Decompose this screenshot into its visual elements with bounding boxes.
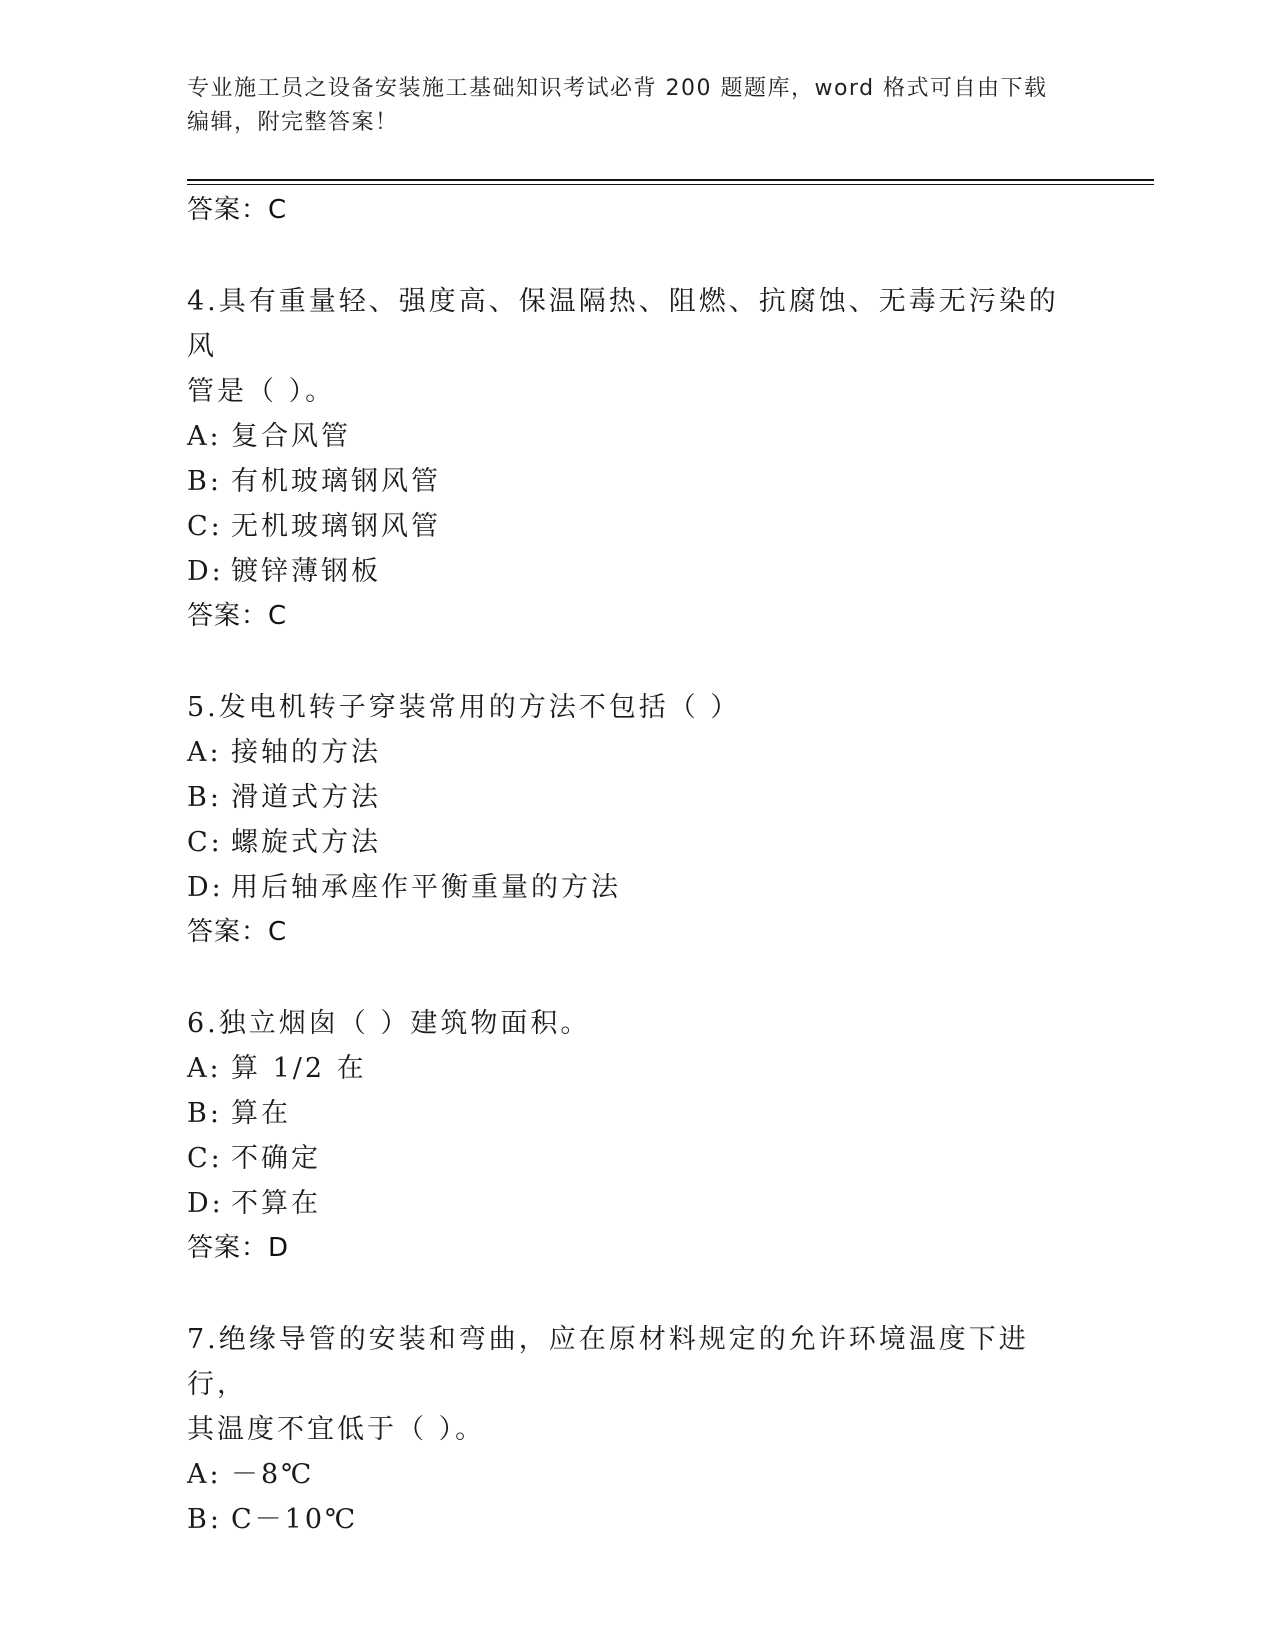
document-header: [187, 72, 1087, 140]
question-7-option-b: B: C－10℃: [187, 1504, 359, 1535]
header-divider-thin: [187, 184, 1154, 185]
answer-q3: 答案：C: [187, 195, 288, 225]
question-7-text-line-2: 其温度不宜低于（ ）。: [187, 1414, 486, 1445]
question-6-answer: 答案：D: [187, 1233, 290, 1263]
question-4-option-a: A: 复合风管: [187, 421, 351, 452]
question-4-option-c: C: 无机玻璃钢风管: [187, 511, 441, 542]
header-divider-thick: [187, 179, 1154, 181]
question-6-text: 6.独立烟囱（ ）建筑物面积。: [187, 1008, 591, 1039]
question-5-text: 5.发电机转子穿装常用的方法不包括（ ）: [187, 692, 741, 723]
question-6-option-d: D: 不算在: [187, 1188, 321, 1219]
header-line-2: 编辑，附完整答案！: [187, 110, 399, 135]
question-7: [187, 1317, 1087, 1542]
question-6: [187, 1001, 1087, 1271]
question-5-option-d: D: 用后轴承座作平衡重量的方法: [187, 872, 621, 903]
question-4-text-line-2: 管是（ ）。: [187, 376, 336, 407]
question-4-option-b: B: 有机玻璃钢风管: [187, 466, 441, 497]
question-5-option-b: B: 滑道式方法: [187, 782, 381, 813]
question-4-text-line-1: 4.具有重量轻、强度高、保温隔热、阻燃、抗腐蚀、无毒无污染的风: [187, 286, 1059, 362]
question-5-option-a: A: 接轴的方法: [187, 737, 381, 768]
question-7-text-line-1: 7.绝缘导管的安装和弯曲，应在原材料规定的允许环境温度下进行，: [187, 1324, 1029, 1400]
question-7-option-a: A: －8℃: [187, 1459, 315, 1490]
question-list: [187, 188, 1087, 1542]
question-4-answer: 答案：C: [187, 601, 288, 631]
question-6-option-a: A: 算 1/2 在: [187, 1053, 367, 1084]
question-4-option-d: D: 镀锌薄钢板: [187, 556, 381, 587]
question-6-option-b: B: 算在: [187, 1098, 291, 1129]
header-line-1: 专业施工员之设备安装施工基础知识考试必背 200 题题库，word 格式可自由下载: [187, 76, 1048, 101]
question-5-answer: 答案：C: [187, 917, 288, 947]
question-4: [187, 279, 1087, 639]
question-5-option-c: C: 螺旋式方法: [187, 827, 381, 858]
question-6-option-c: C: 不确定: [187, 1143, 321, 1174]
question-5: [187, 685, 1087, 955]
